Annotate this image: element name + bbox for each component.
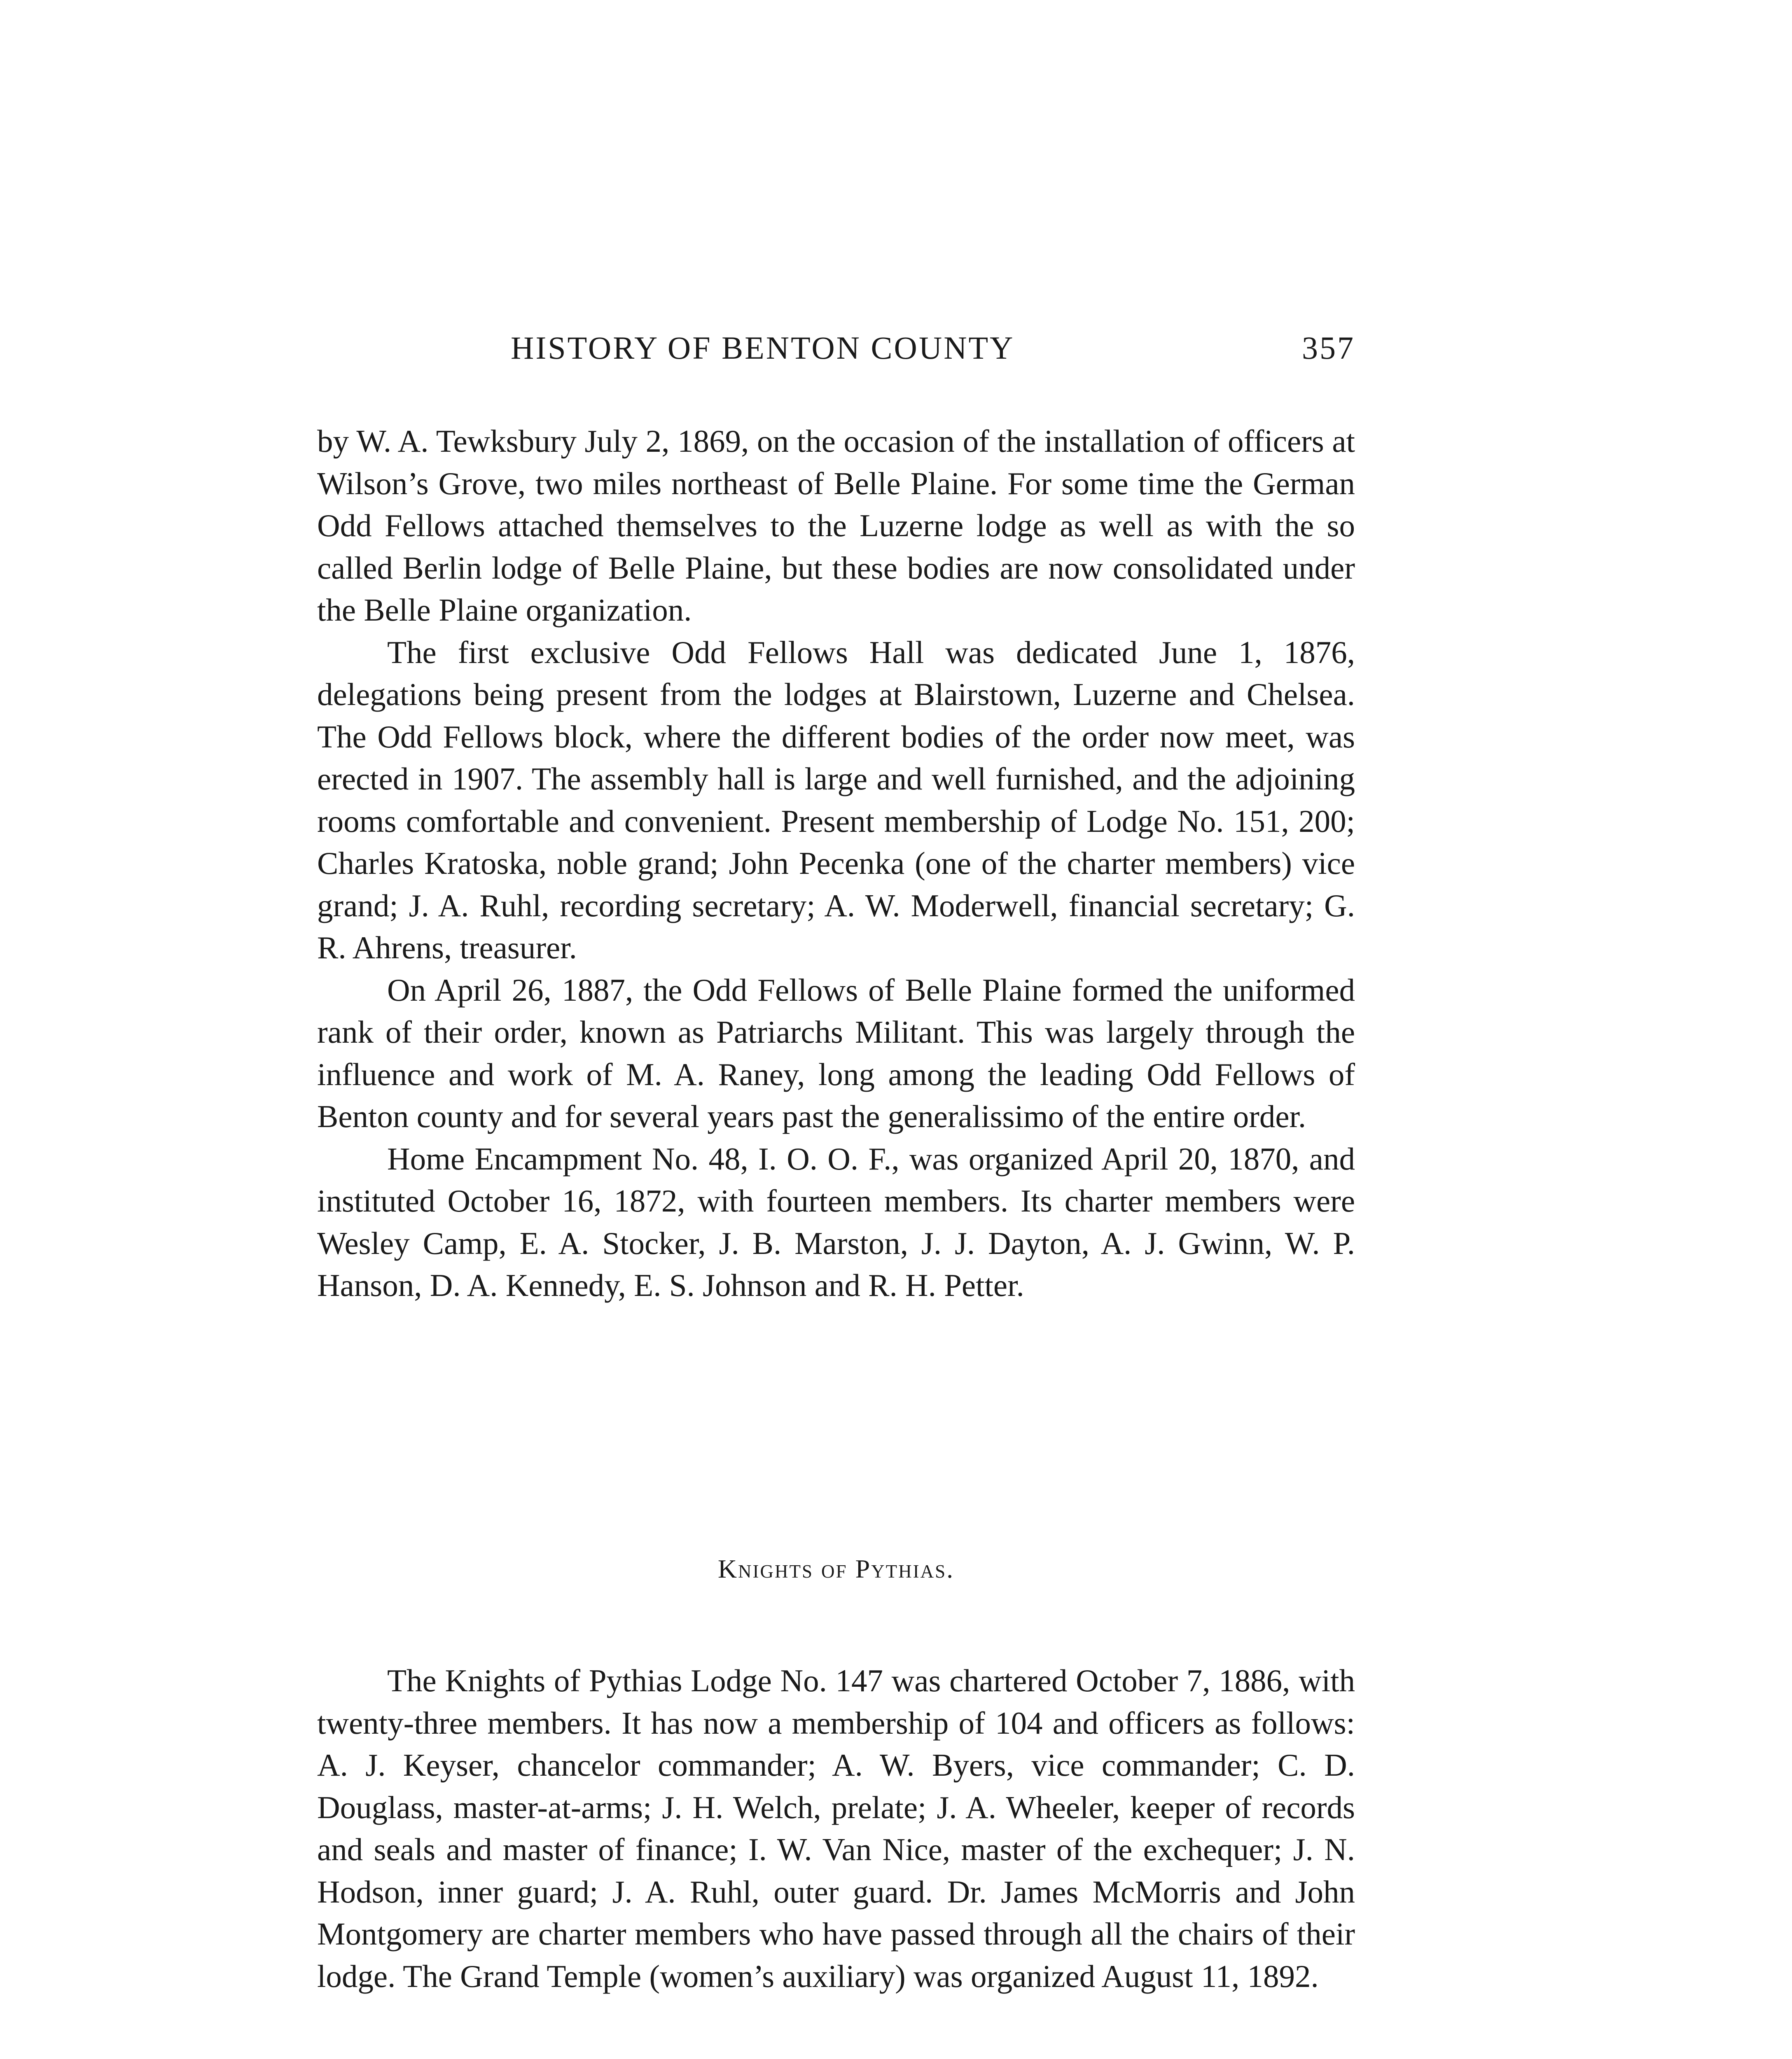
odd-fellows-text xyxy=(317,420,1355,1307)
paragraph-continued: by W. A. Tewksbury July 2, 1869, on the occasion of the installation of officers at Wilson’s Grove, two miles northeast of Belle Plaine. For some time the German Odd Fellows attached themselves to the Luzerne lodge as well as with the so called Berlin lodge of Belle Plaine, but these bodies are now consolidated under the Belle Plaine organization. xyxy=(317,423,1355,628)
page-number: 357 xyxy=(1302,330,1355,366)
paragraph-home-encampment: Home Encampment No. 48, I. O. O. F., was organized April 20, 1870, and instituted October 16, 1872, with fourteen members. Its charter members were Wesley Camp, E. A. Stocker, J. B. Marston, J. J. Dayton, A. J. Gwinn, W. P. Hanson, D. A. Kennedy, E. S. Johnson and R. H. Petter. xyxy=(317,1141,1355,1303)
section-heading-knights-of-pythias: Knights of Pythias. xyxy=(717,1554,955,1583)
paragraph-knights-of-pythias: The Knights of Pythias Lodge No. 147 was chartered October 7, 1886, with twenty-three members. It has now a membership of 104 and officers as follows: A. J. Keyser, chancelor commander; A. W. Byers, vice commander; C. D. Douglass, master-at-arms; J. H. Welch, prelate; J. A. Wheeler, keeper of records and seals and master of finance; I. W. Van Nice, master of the exchequer; J. N. Hodson, inner guard; J. A. Ruhl, outer guard. Dr. James McMorris and John Montgomery are charter members who have passed through all the chairs of their lodge. The Grand Temple (women’s auxiliary) was organized August 11, 1892. xyxy=(317,1663,1355,1994)
running-head xyxy=(317,329,1355,375)
knights-of-pythias-text xyxy=(317,1660,1355,1997)
paragraph-patriarchs-militant: On April 26, 1887, the Odd Fellows of Belle Plaine formed the uniformed rank of their order, known as Patriarchs Militant. This was largely through the influence and work of M. A. Raney, long among the leading Odd Fellows of Benton county and for several years past the generalissimo of the entire order. xyxy=(317,972,1355,1134)
running-title: HISTORY OF BENTON COUNTY xyxy=(511,330,1015,366)
paragraph-odd-fellows-hall: The first exclusive Odd Fellows Hall was dedicated June 1, 1876, delegations being present from the lodges at Blairstown, Luzerne and Chelsea. The Odd Fellows block, where the different bodies of the order now meet, was erected in 1907. The assembly hall is large and well furnished, and the adjoining rooms comfortable and convenient. Present membership of Lodge No. 151, 200; Charles Kratoska, noble grand; John Pecenka (one of the charter members) vice grand; J. A. Ruhl, recording secretary; A. W. Moderwell, financial secretary; G. R. Ahrens, treasurer. xyxy=(317,634,1355,965)
